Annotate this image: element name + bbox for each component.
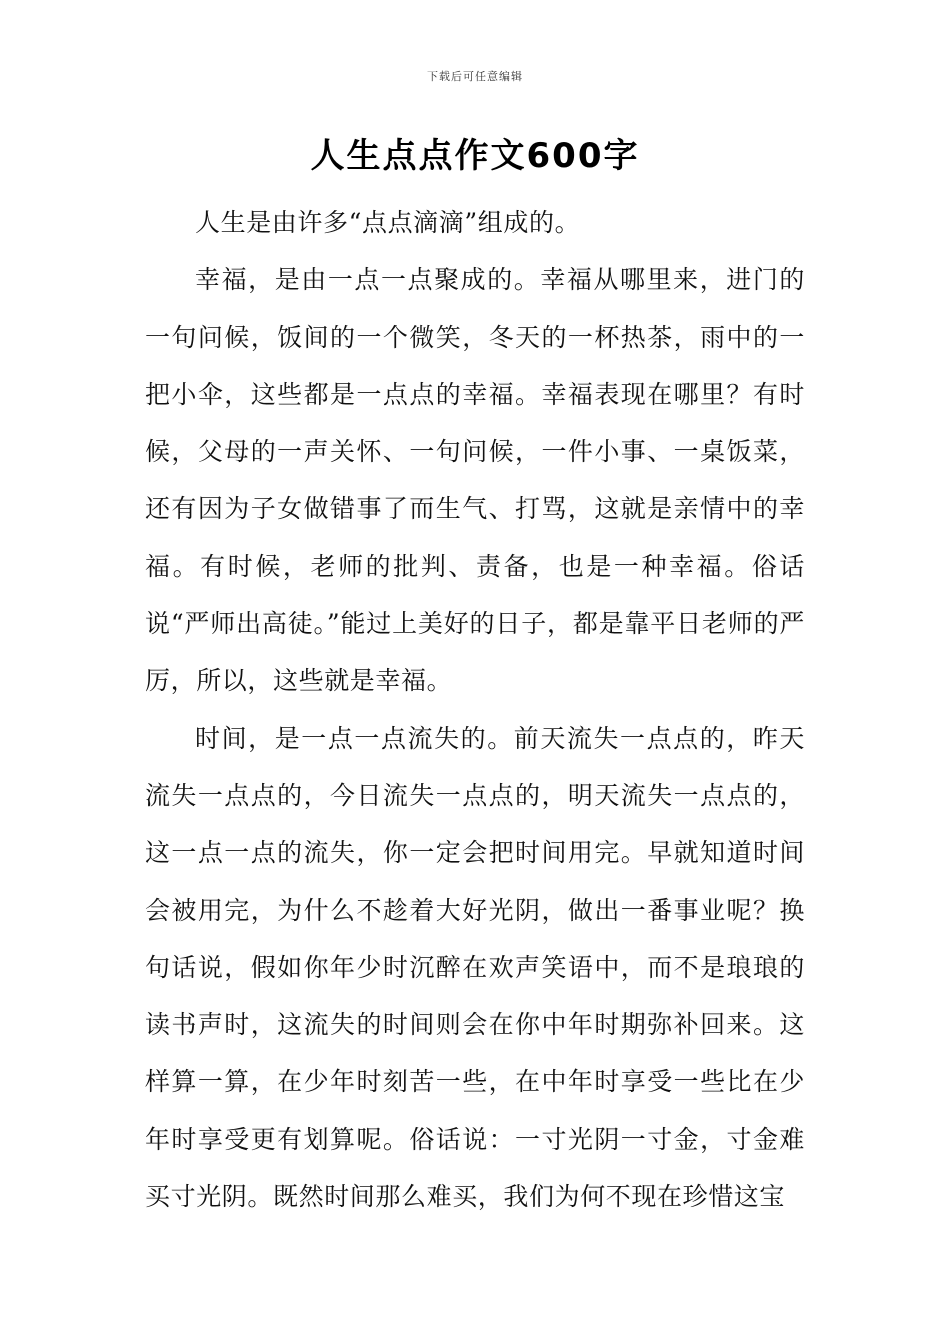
document-body [145,194,805,1225]
paragraph-time: 时间，是一点一点流失的。前天流失一点点的，昨天流失一点点的，今日流失一点点的，明天流失一点点的，这一点一点的流失，你一定会把时间用完。早就知道时间会被用完，为什么不趁着大好光阴，做出一番事业呢？换句话说，假如你年少时沉醉在欢声笑语中，而不是琅琅的读书声时，这流失的时间则会在你中年时期弥补回来。这样算一算，在少年时刻苦一些，在中年时享受一些比在少年时享受更有划算呢。俗话说：一寸光阴一寸金，寸金难买寸光阴。既然时间那么难买，我们为何不现在珍惜这宝 [145,723,805,1212]
document-title: 人生点点作文600字 [310,136,640,176]
paragraph-intro: 人生是由许多“点点滴滴”组成的。 [195,208,581,237]
header-note: 下载后可任意编辑 [427,70,523,83]
paragraph-happiness: 幸福，是由一点一点聚成的。幸福从哪里来，进门的一句问候，饭间的一个微笑，冬天的一杯热茶，雨中的一把小伞，这些都是一点点的幸福。幸福表现在哪里？有时候，父母的一声关怀、一句问候，一件小事、一桌饭菜，还有因为子女做错事了而生气、打骂，这就是亲情中的幸福。有时候，老师的批判、责备，也是一种幸福。俗话说“严师出高徒。”能过上美好的日子，都是靠平日老师的严厉，所以，这些就是幸福。 [145,265,805,696]
